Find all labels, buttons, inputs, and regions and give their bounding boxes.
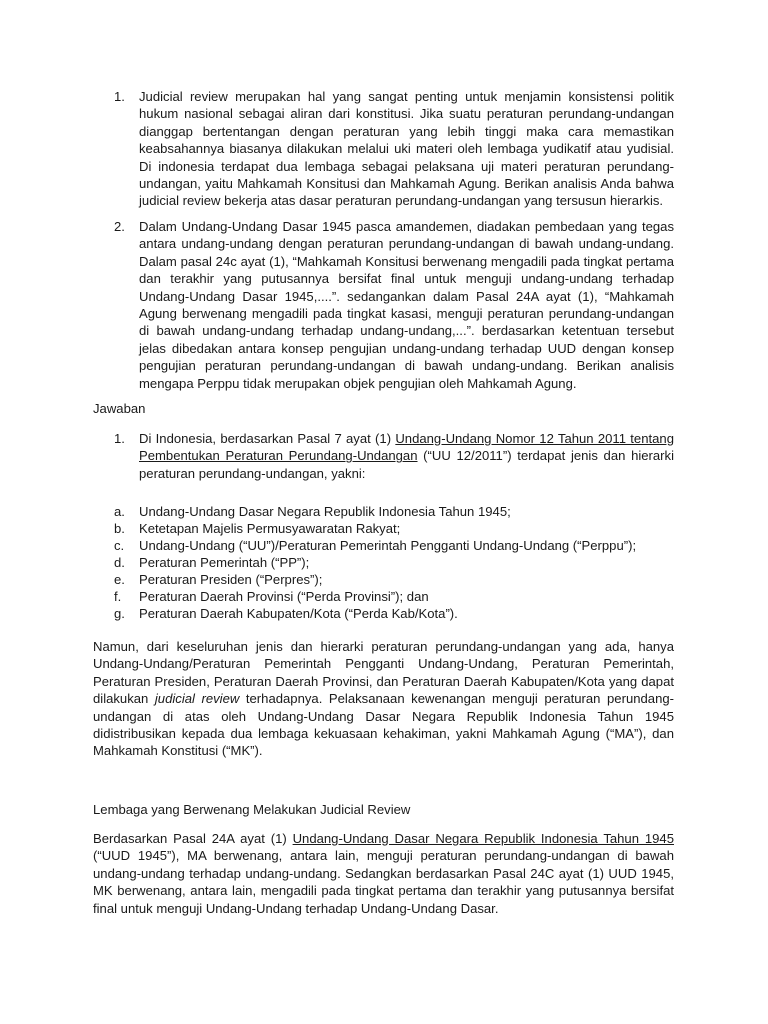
question-1-number: 1.	[114, 89, 125, 104]
paragraph-final	[93, 830, 674, 917]
answer-1-post: (“UU 12/2011”) terdapat jenis dan hierarki peraturan perundang-undangan, yakni:	[139, 448, 674, 481]
answer-heading: Jawaban	[93, 401, 146, 416]
paragraph-final-pre: Berdasarkan Pasal 24A ayat (1)	[93, 831, 293, 846]
answer-1-number: 1.	[114, 431, 125, 446]
list-item-letter: d.	[114, 555, 125, 570]
list-item: Peraturan Presiden (“Perpres”);	[139, 572, 323, 587]
list-item: Peraturan Daerah Provinsi (“Perda Provinsi”); dan	[139, 589, 429, 604]
question-2-number: 2.	[114, 219, 125, 234]
answer-1-text	[139, 430, 674, 482]
list-item-letter: a.	[114, 504, 125, 519]
answer-1-pre: Di Indonesia, berdasarkan Pasal 7 ayat (1)	[139, 431, 396, 446]
list-item-letter: c.	[114, 538, 125, 553]
list-item: Peraturan Daerah Kabupaten/Kota (“Perda Kab/Kota”).	[139, 606, 458, 621]
paragraph-namun	[93, 638, 674, 760]
section-heading: Lembaga yang Berwenang Melakukan Judicial Review	[93, 802, 411, 817]
judicial-review-term: judicial review	[154, 691, 240, 707]
list-item-letter: e.	[114, 572, 125, 587]
list-item-letter: f.	[114, 589, 122, 604]
paragraph-namun-post: terhadapnya. Pelaksanaan kewenangan menguji peraturan perundang-undangan di atas oleh Undang-Undang Dasar Negara Republik Indonesia Tahun 1945 didistribusikan kepada dua lembaga kekuasaan kehakiman, yakni Mahkamah Agung (“MA”), dan Mahkamah Konstitusi (“MK”).	[93, 691, 674, 759]
list-item: Undang-Undang (“UU”)/Peraturan Pemerintah Pengganti Undang-Undang (“Perppu”);	[139, 538, 637, 553]
list-item-letter: b.	[114, 521, 125, 536]
question-2-text: Dalam Undang-Undang Dasar 1945 pasca amandemen, diadakan pembedaan yang tegas antara undang-undang dengan peraturan perundang-undangan di bawah undang-undang. Dalam pasal 24c ayat (1), “Mahkamah Konsitusi berwenang mengadili pada tingkat pertama dan terakhir yang putusannya bersifat final untuk menguji undang-undang terhadap Undang-Undang Dasar 1945,....”. sedangankan dalam Pasal 24A ayat (1), “Mahkamah Agung berwenang mengadili pada tingkat kasasi, menguji peraturan perundang-undangan di bawah undang-undang terhadap undang-undang,...”. berdasarkan ketentuan tersebut jelas dibedakan antara konsep pengujian undang-undang terhadap UUD dengan konsep pengujian peraturan perundang-undangan di bawah undang-undang. Berikan analisis mengapa Perppu tidak merupakan objek pengujian oleh Mahkamah Agung.	[139, 219, 674, 391]
uud-1945-link[interactable]: Undang-Undang Dasar Negara Republik Indonesia Tahun 1945	[292, 831, 674, 846]
paragraph-namun-pre: Namun, dari keseluruhan jenis dan hierarki peraturan perundang-undangan yang ada, hanya Undang-Undang/Peraturan Pemerintah Pengganti Undang-Undang, Peraturan Pemerintah, Peraturan Presiden, Peraturan Daerah Provinsi, dan Peraturan Daerah Kabupaten/Kota yang dapat dilakukan	[93, 639, 674, 707]
question-1-text: Judicial review merupakan hal yang sangat penting untuk menjamin konsistensi politik hukum nasional sebagai aliran dari konstitusi. Jika suatu peraturan perundang-undangan dianggap bertentangan dengan peraturan yang lebih tinggi maka cara memastikan keabsahannya biasanya dilakukan melalui uki materi oleh lembaga yudikatif atau yudisial. Di indonesia terdapat dua lembaga sebagai pelaksana uji materi peraturan perundang-undangan, yaitu Mahkamah Konsitusi dan Mahkamah Agung. Berikan analisis Anda bahwa judicial review bekerja atas dasar peraturan perundang-undangan yang tersusun hierarkis.	[139, 89, 674, 209]
paragraph-final-post: (“UUD 1945”), MA berwenang, antara lain, menguji peraturan perundang-undangan di bawah undang-undang terhadap undang-undang. Sedangkan berdasarkan Pasal 24C ayat (1) UUD 1945, MK berwenang, antara lain, mengadili pada tingkat pertama dan terakhir yang putusannya bersifat final untuk menguji Undang-Undang terhadap Undang-Undang Dasar.	[93, 848, 674, 916]
list-item: Ketetapan Majelis Permusyawaratan Rakyat;	[139, 521, 401, 536]
list-item: Undang-Undang Dasar Negara Republik Indonesia Tahun 1945;	[139, 504, 511, 519]
list-item: Peraturan Pemerintah (“PP”);	[139, 555, 310, 570]
uu-12-2011-link[interactable]: Undang-Undang Nomor 12 Tahun 2011 tentang Pembentukan Peraturan Perundang-Undangan	[139, 431, 674, 464]
list-item-letter: g.	[114, 606, 125, 621]
